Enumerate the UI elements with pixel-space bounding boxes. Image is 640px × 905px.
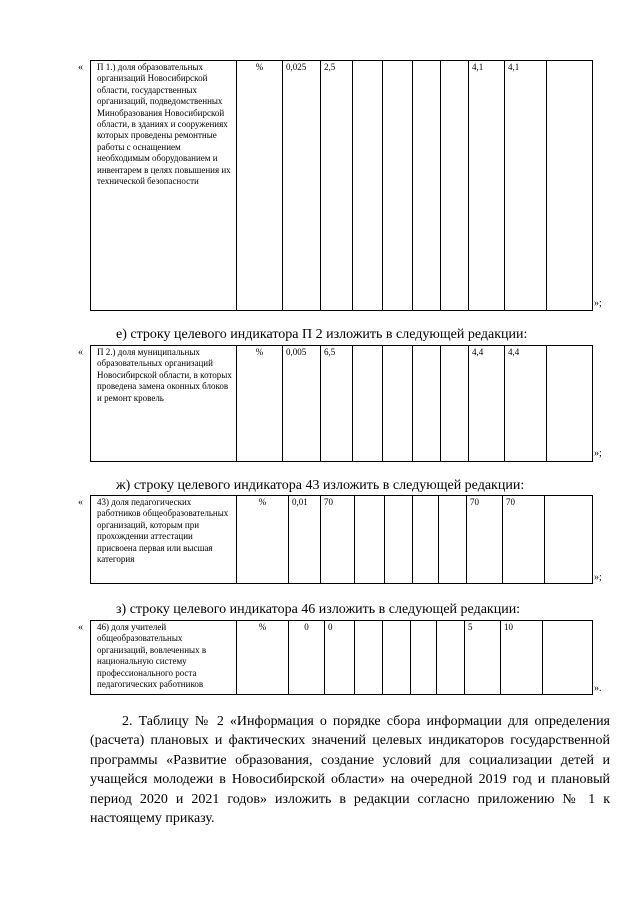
value-cell	[413, 346, 441, 462]
unit-cell: %	[237, 496, 289, 584]
value-cell	[353, 346, 383, 462]
value-cell: 10	[501, 621, 543, 695]
unit-cell: %	[237, 346, 283, 462]
value-cell: 0,025	[283, 61, 321, 311]
table-row	[91, 346, 593, 462]
value-cell	[355, 621, 383, 695]
open-quote: «	[78, 497, 83, 508]
heading-e: е) строку целевого индикатора П 2 изложить в следующей редакции:	[116, 327, 528, 342]
value-cell: 5	[465, 621, 501, 695]
heading-z: з) строку целевого индикатора 46 изложить в следующей редакции:	[116, 602, 521, 617]
value-cell	[383, 346, 413, 462]
value-cell: 4,4	[505, 346, 547, 462]
value-cell: 4,1	[469, 61, 505, 311]
open-quote: «	[78, 347, 83, 358]
close-quote: »;	[594, 572, 602, 583]
close-quote: »;	[594, 298, 602, 309]
value-cell	[353, 61, 383, 311]
value-cell: 70	[321, 496, 355, 584]
unit-cell: %	[237, 61, 283, 311]
value-cell: 0	[289, 621, 325, 695]
value-cell	[547, 346, 593, 462]
value-cell: 70	[503, 496, 545, 584]
indicator-table-p1	[90, 60, 593, 311]
open-quote: «	[78, 62, 83, 73]
table-row	[91, 621, 593, 695]
value-cell	[437, 621, 465, 695]
value-cell	[543, 621, 593, 695]
value-cell	[413, 496, 439, 584]
value-cell	[413, 61, 441, 311]
table-row	[91, 61, 593, 311]
heading-zh: ж) строку целевого индикатора 43 изложить в следующей редакции:	[116, 478, 525, 493]
value-cell	[441, 61, 469, 311]
close-quote: »;	[594, 448, 602, 459]
indicator-name-cell: П 2.) доля муниципальных образовательных организаций Новосибирской области, в которых проведена замена оконных блоков и ремонт кровель	[91, 346, 237, 462]
value-cell	[411, 621, 437, 695]
value-cell: 4,4	[469, 346, 505, 462]
paragraph-2	[90, 712, 610, 828]
value-cell	[355, 496, 385, 584]
unit-cell: %	[237, 621, 289, 695]
indicator-table-46	[90, 620, 593, 695]
value-cell: 2,5	[321, 61, 353, 311]
indicator-table-p2	[90, 345, 593, 462]
indicator-name-cell: 43) доля педагогических работников общеобразовательных организаций, которым при прохождении аттестации присвоена первая или высшая категория	[91, 496, 237, 584]
value-cell	[441, 346, 469, 462]
value-cell: 0	[325, 621, 355, 695]
value-cell: 6,5	[321, 346, 353, 462]
indicator-name-cell: П 1.) доля образовательных организаций Новосибирской области, государственных организаций, подведомственных Минобразования Новосибирской области, в зданиях и сооружениях которых проведены ремонтные работы с оснащением необходимым оборудованием и инвентарем в целях повышения их технической безопасности	[91, 61, 237, 311]
open-quote: «	[78, 622, 83, 633]
value-cell	[545, 496, 593, 584]
indicator-name-cell: 46) доля учителей общеобразовательных организаций, вовлеченных в национальную систему профессионального роста педагогических работников	[91, 621, 237, 695]
value-cell	[383, 61, 413, 311]
value-cell: 70	[467, 496, 503, 584]
table-row	[91, 496, 593, 584]
value-cell	[385, 496, 413, 584]
value-cell	[547, 61, 593, 311]
value-cell: 0,01	[289, 496, 321, 584]
value-cell	[383, 621, 411, 695]
close-quote: ».	[594, 683, 602, 694]
indicator-table-43	[90, 495, 593, 584]
value-cell: 0,005	[283, 346, 321, 462]
paragraph-text: 2. Таблицу № 2 «Информация о порядке сбора информации для определения (расчета) плановых и фактических значений целевых индикаторов государственной программы «Развитие образования, создание условий для социализации детей и учащейся молодежи в Новосибирской области» на очередной 2019 год и плановый период 2020 и 2021 годов» изложить в редакции согласно приложению № 1 к настоящему приказу.	[90, 714, 610, 827]
value-cell: 4,1	[505, 61, 547, 311]
value-cell	[439, 496, 467, 584]
